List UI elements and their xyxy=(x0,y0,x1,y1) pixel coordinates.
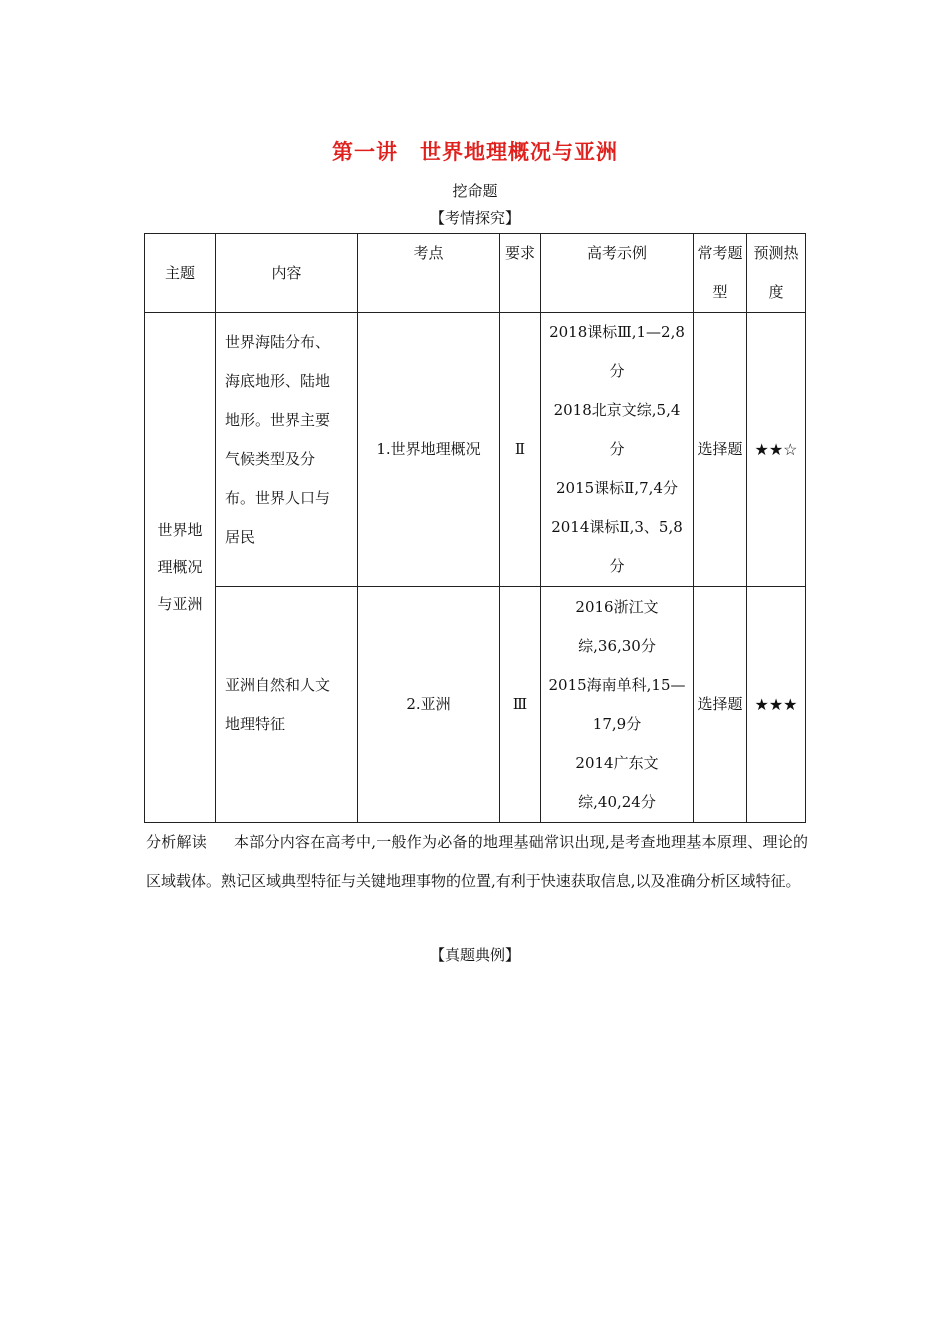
requirement-cell: Ⅲ xyxy=(500,587,541,823)
theme-cell: 世界地 理概况 与亚洲 xyxy=(145,313,216,823)
heat-stars: ★★★ xyxy=(747,587,806,823)
header-examples: 高考示例 xyxy=(541,234,694,313)
header-theme: 主题 xyxy=(145,234,216,313)
question-type-cell: 选择题 xyxy=(694,587,747,823)
table-header-row xyxy=(145,234,806,313)
content-cell: 亚洲自然和人文 地理特征 xyxy=(216,587,358,823)
table-row xyxy=(145,587,806,823)
header-question-type: 常考题 型 xyxy=(694,234,747,313)
point-cell: 2.亚洲 xyxy=(358,587,500,823)
header-heat: 预测热 度 xyxy=(747,234,806,313)
examples-cell: 2018课标Ⅲ,1—2,8 分 2018北京文综,5,4 分 2015课标Ⅱ,7,4分 2014课标Ⅱ,3、5,8 分 xyxy=(541,313,694,587)
header-requirement: 要求 xyxy=(500,234,541,313)
analysis-paragraph xyxy=(146,823,808,901)
analysis-label: 分析解读 xyxy=(146,833,207,851)
analysis-text: 本部分内容在高考中,一般作为必备的地理基础常识出现,是考查地理基本原理、理论的区域载体。熟记区域典型特征与关键地理事物的位置,有利于快速获取信息,以及准确分析区域特征。 xyxy=(146,833,808,890)
page-title: 第一讲 世界地理概况与亚洲 xyxy=(332,140,618,164)
heat-stars: ★★☆ xyxy=(747,313,806,587)
header-content: 内容 xyxy=(216,234,358,313)
section-heading: 挖命题 xyxy=(452,182,498,200)
exam-table xyxy=(144,233,806,823)
subheading-exam: 【考情探究】 xyxy=(429,209,520,227)
question-type-cell: 选择题 xyxy=(694,313,747,587)
point-cell: 1.世界地理概况 xyxy=(358,313,500,587)
header-points: 考点 xyxy=(358,234,500,313)
examples-cell: 2016浙江文 综,36,30分 2015海南单科,15— 17,9分 2014广东文 综,40,24分 xyxy=(541,587,694,823)
subheading-examples: 【真题典例】 xyxy=(429,946,520,964)
table-row xyxy=(145,313,806,587)
content-cell: 世界海陆分布、 海底地形、陆地 地形。世界主要 气候类型及分 布。世界人口与 居民 xyxy=(216,313,358,587)
requirement-cell: Ⅱ xyxy=(500,313,541,587)
